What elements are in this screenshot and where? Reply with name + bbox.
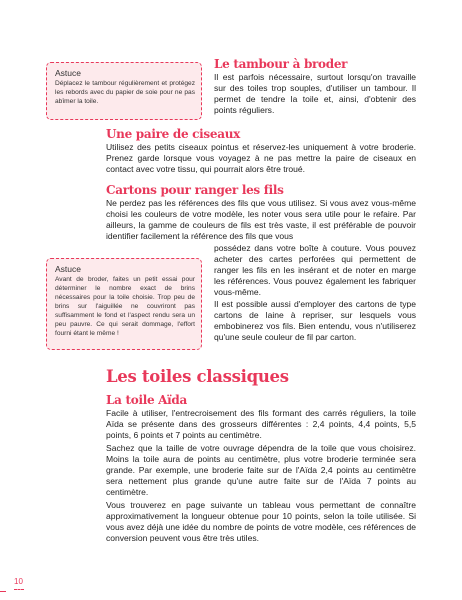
paragraph-aida-3: Vous trouverez en page suivante un tableau vous permettant de connaître approximativement la longueur obtenue pour 10 points, selon la toile utilisée. Si vous avez déjà une idée du nombre de points de votre modèle, ces références de conversion peuvent vous être très utiles. bbox=[106, 500, 416, 544]
tip-title: Astuce bbox=[55, 264, 81, 274]
paragraph-cartons-right: possédez dans votre boîte à couture. Vous pouvez acheter des cartes perforées qui permettent de ranger les fils en les insérant et de noter en marge les références. Vous pouvez également les fabriquer vous-même. bbox=[214, 243, 416, 298]
page-number: 10 bbox=[14, 577, 24, 590]
heading-cartons: Cartons pour ranger les fils bbox=[106, 183, 284, 197]
tip-text: Avant de broder, faites un petit essai pour déterminer le nombre exact de brins nécessaires pour la toile choisie. Trop peu de brins sur l'aiguillée ne couvriront pas suffisamment le fond et l'aspect rendu sera un peu pauvre. Ce qui serait dommage, l'effort fourni étant le même ! bbox=[55, 276, 195, 337]
paragraph-aida-1: Facile à utiliser, l'entrecroisement des fils formant des carrés réguliers, la toile Aïda se présente dans des grosseurs différentes : 2,4 points, 4,4 points, 5,5 points, 6 points et 7 points au centimètre. bbox=[106, 408, 416, 441]
paragraph-cartons-full: Ne perdez pas les références des fils que vous utilisez. Si vous avez vous-même choisi les couleurs de votre modèle, les noter vous sera utile pour le refaire. Par ailleurs, la gamme de couleurs de fils est très vaste, il est préférable de pouvoir identifier facilement la référence des fils que vous bbox=[106, 198, 416, 242]
tip-title: Astuce bbox=[55, 68, 81, 78]
paragraph-tambour: Il est parfois nécessaire, surtout lorsqu'on travaille sur des toiles trop souples, d'utiliser un tambour. Il permet de tendre la toile et, ainsi, d'obtenir des points réguliers. bbox=[214, 72, 416, 116]
tip-box-hoop bbox=[46, 62, 202, 120]
heading-tambour: Le tambour à broder bbox=[214, 57, 348, 71]
heading-toile-aida: La toile Aïda bbox=[106, 393, 188, 407]
paragraph-ciseaux: Utilisez des petits ciseaux pointus et réservez-les uniquement à votre broderie. Prenez garde lorsque vous voyagez à ne pas mettre la paire de ciseaux en contact avec votre tissu, qui pourrait alors être troué. bbox=[106, 142, 416, 175]
tip-text: Déplacez le tambour régulièrement et protégez les rebords avec du papier de soie pour ne pas abîmer la toile. bbox=[55, 80, 195, 105]
heading-toiles-classiques: Les toiles classiques bbox=[106, 367, 289, 386]
tip-box-strands bbox=[46, 258, 202, 350]
footer-dashed-rule bbox=[0, 591, 6, 592]
paragraph-aida-2: Sachez que la taille de votre ouvrage dépendra de la toile que vous choisirez. Moins la toile aura de points au centimètre, plus votre broderie terminée sera grande. Par exemple, une broderie faite sur de l'Aïda 2,4 points au centimètre sera nettement plus grande qu'une autre faite sur de l'Aïda 7 points au centimètre. bbox=[106, 443, 416, 498]
paragraph-cartons-right-2: Il est possible aussi d'employer des cartons de type cartons de laine à repriser, sur lesquels vous embobinerez vos fils. Bien entendu, vous n'utiliserez qu'une seule couleur de fil par carton. bbox=[214, 299, 416, 343]
heading-ciseaux: Une paire de ciseaux bbox=[106, 127, 240, 141]
